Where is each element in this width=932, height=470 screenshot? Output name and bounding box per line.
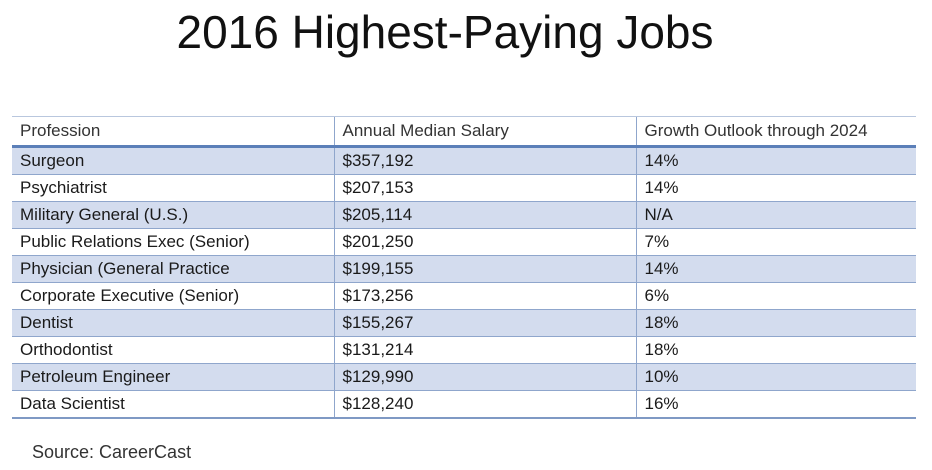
table-row [12, 337, 916, 364]
salary-cell: $128,240 [334, 391, 636, 419]
profession-cell: Psychiatrist [20, 178, 107, 197]
column-header-salary: Annual Median Salary [334, 117, 636, 147]
salary-table [12, 116, 916, 419]
profession-cell: Physician (General Practice [20, 259, 230, 278]
growth-cell: 7% [636, 229, 916, 256]
salary-cell: $131,214 [334, 337, 636, 364]
table-row [12, 310, 916, 337]
growth-cell: 14% [636, 175, 916, 202]
profession-cell: Petroleum Engineer [20, 367, 171, 386]
table-row [12, 364, 916, 391]
salary-cell: $201,250 [334, 229, 636, 256]
salary-cell: $173,256 [334, 283, 636, 310]
table-row [12, 229, 916, 256]
table-row [12, 202, 916, 229]
table-row [12, 175, 916, 202]
table-row [12, 256, 916, 283]
table-row [12, 147, 916, 175]
table-row [12, 283, 916, 310]
profession-cell: Orthodontist [20, 340, 113, 359]
salary-cell: $129,990 [334, 364, 636, 391]
growth-cell: N/A [636, 202, 916, 229]
growth-cell: 10% [636, 364, 916, 391]
growth-cell: 16% [636, 391, 916, 419]
source-note: Source: CareerCast [32, 442, 192, 462]
growth-cell: 18% [636, 337, 916, 364]
page-title: 2016 Highest-Paying Jobs [176, 6, 714, 58]
table-header-row [12, 117, 916, 147]
table-row [12, 391, 916, 419]
profession-cell: Public Relations Exec (Senior) [20, 232, 250, 251]
salary-cell: $357,192 [334, 147, 636, 175]
growth-cell: 14% [636, 256, 916, 283]
salary-cell: $199,155 [334, 256, 636, 283]
column-header-profession: Profession [12, 117, 334, 147]
salary-cell: $155,267 [334, 310, 636, 337]
profession-cell: Military General (U.S.) [20, 205, 189, 224]
growth-cell: 14% [636, 147, 916, 175]
salary-cell: $207,153 [334, 175, 636, 202]
profession-cell: Data Scientist [20, 394, 125, 413]
profession-cell: Dentist [20, 313, 73, 332]
growth-cell: 6% [636, 283, 916, 310]
column-header-growth: Growth Outlook through 2024 [636, 117, 916, 147]
profession-cell: Corporate Executive (Senior) [20, 286, 240, 305]
growth-cell: 18% [636, 310, 916, 337]
salary-cell: $205,114 [334, 202, 636, 229]
profession-cell: Surgeon [20, 151, 85, 170]
